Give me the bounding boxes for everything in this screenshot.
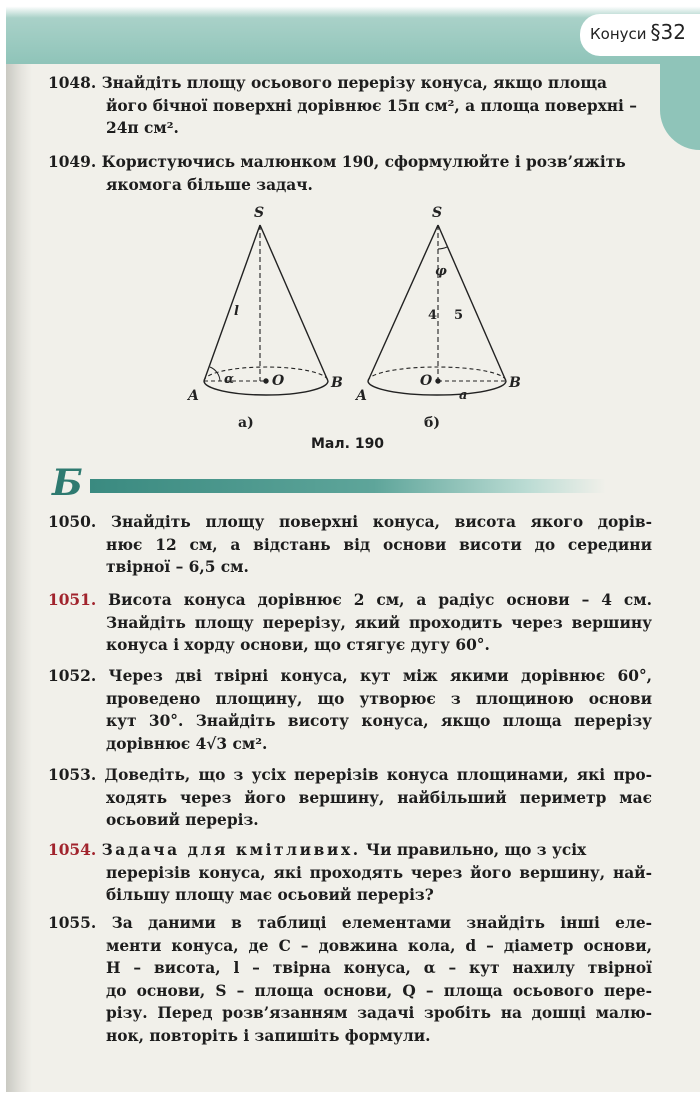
cone-a-center-o: O [272, 373, 285, 389]
cone-a [186, 205, 343, 431]
level-letter: Б [52, 462, 83, 504]
cone-b-center-o: O [420, 373, 433, 389]
problem-1051 [48, 589, 652, 657]
problem-line: різу. Перед розв’язанням задачі зробіть на дошці малю- [106, 1004, 652, 1023]
problem-number: 1050. [48, 513, 97, 531]
problem-number: 1053. [48, 766, 97, 784]
problem-1054 [48, 839, 652, 907]
problem-number: 1054. [48, 841, 97, 859]
problem-line: Знайдіть площу перерізу, який проходить через вершину [106, 613, 652, 632]
problem-line: Висота конуса дорівнює 2 см, а радіус основи – 4 см. [108, 591, 653, 609]
problem-line: якомога більше задач. [106, 175, 313, 194]
cone-b-height-4: 4 [428, 308, 438, 323]
cone-b-point-b: B [509, 375, 521, 391]
section-title: Конуси [590, 25, 647, 43]
cone-b [354, 205, 521, 431]
problem-line: нює 12 см, а відстань від основи висоти до середини [106, 535, 652, 554]
problem-line: За даними в таблиці елементами знайдіть інші еле- [111, 914, 653, 932]
textbook-page [6, 0, 700, 1092]
problem-line: 24π см². [106, 119, 179, 138]
problem-line: до основи, S – площа основи, Q – площа осьового пере- [106, 981, 652, 1000]
section-number: §32 [650, 20, 686, 44]
problem-line: конуса і хорду основи, що стягує дугу 60°. [106, 636, 490, 655]
problem-1049 [48, 151, 652, 196]
problem-number: 1051. [48, 591, 97, 609]
cone-a-slant-l: l [234, 304, 239, 319]
cone-a-apex-label: S [254, 205, 265, 221]
cone-b-radius-a: a [459, 388, 468, 403]
problem-line: осьовий переріз. [106, 811, 259, 830]
cone-b-angle-phi: φ [435, 264, 447, 279]
page-spine-shadow [6, 0, 32, 1092]
problem-1052 [48, 665, 652, 755]
problem-line: перерізів конуса, які проходять через його вершину, най- [106, 863, 652, 882]
problem-number: 1052. [48, 667, 97, 685]
cone-a-point-a: A [188, 388, 199, 404]
header-margin-curve [660, 50, 700, 150]
problem-number: 1049. [48, 153, 97, 171]
problem-1048 [48, 72, 652, 140]
cone-a-caption: а) [238, 415, 254, 431]
problem-1053 [48, 764, 652, 832]
problem-line: твірної – 6,5 см. [106, 558, 249, 577]
figure-caption: Мал. 190 [311, 436, 385, 452]
running-head [590, 20, 686, 44]
problem-line: Чи правильно, що з усіх [366, 841, 587, 859]
problem-line: дорівнює 4√3 см². [106, 734, 268, 753]
problem-line: Знайдіть площу поверхні конуса, висота якого дорів- [110, 513, 652, 531]
problem-line: H – висота, l – твірна конуса, α – кут нахилу твірної [106, 959, 652, 978]
problem-number: 1048. [48, 74, 97, 92]
problem-1055 [48, 912, 652, 1048]
cone-b-slant-5: 5 [454, 308, 464, 323]
level-bar [90, 479, 606, 493]
cone-a-angle-alpha: α [224, 372, 235, 387]
cone-b-apex-label: S [432, 205, 443, 221]
problem-line: нок, повторіть і запишіть формули. [106, 1026, 431, 1045]
problem-line: менти конуса, де C – довжина кола, d – діаметр основи, [106, 936, 652, 955]
problem-line: Доведіть, що з усіх перерізів конуса площинами, які про- [104, 766, 652, 784]
problem-line: більшу площу має осьовий переріз? [106, 886, 434, 905]
problem-line: Користуючись малюнком 190, сформулюйте і розв’яжіть [101, 153, 626, 171]
cone-a-point-b: B [331, 375, 343, 391]
problem-line: проведено площину, що утворює з площиною основи [106, 689, 652, 708]
problem-line: кут 30°. Знайдіть висоту конуса, якщо площа перерізу [106, 712, 652, 731]
problem-line: Через дві твірні конуса, кут між якими дорівнює 60°, [108, 667, 653, 685]
cone-figure [176, 195, 546, 465]
problem-label: Задача для кмітливих. [101, 841, 361, 859]
problem-line: його бічної поверхні дорівнює 15π см², а площа поверхні – [106, 96, 637, 115]
problem-line: ходять через його вершину, найбільший периметр має [106, 788, 652, 807]
cone-b-point-a: A [356, 388, 367, 404]
problem-number: 1055. [48, 914, 97, 932]
problem-line: Знайдіть площу осьового перерізу конуса, якщо площа [101, 74, 607, 92]
problem-1050 [48, 511, 652, 579]
cone-b-caption: б) [424, 415, 440, 431]
